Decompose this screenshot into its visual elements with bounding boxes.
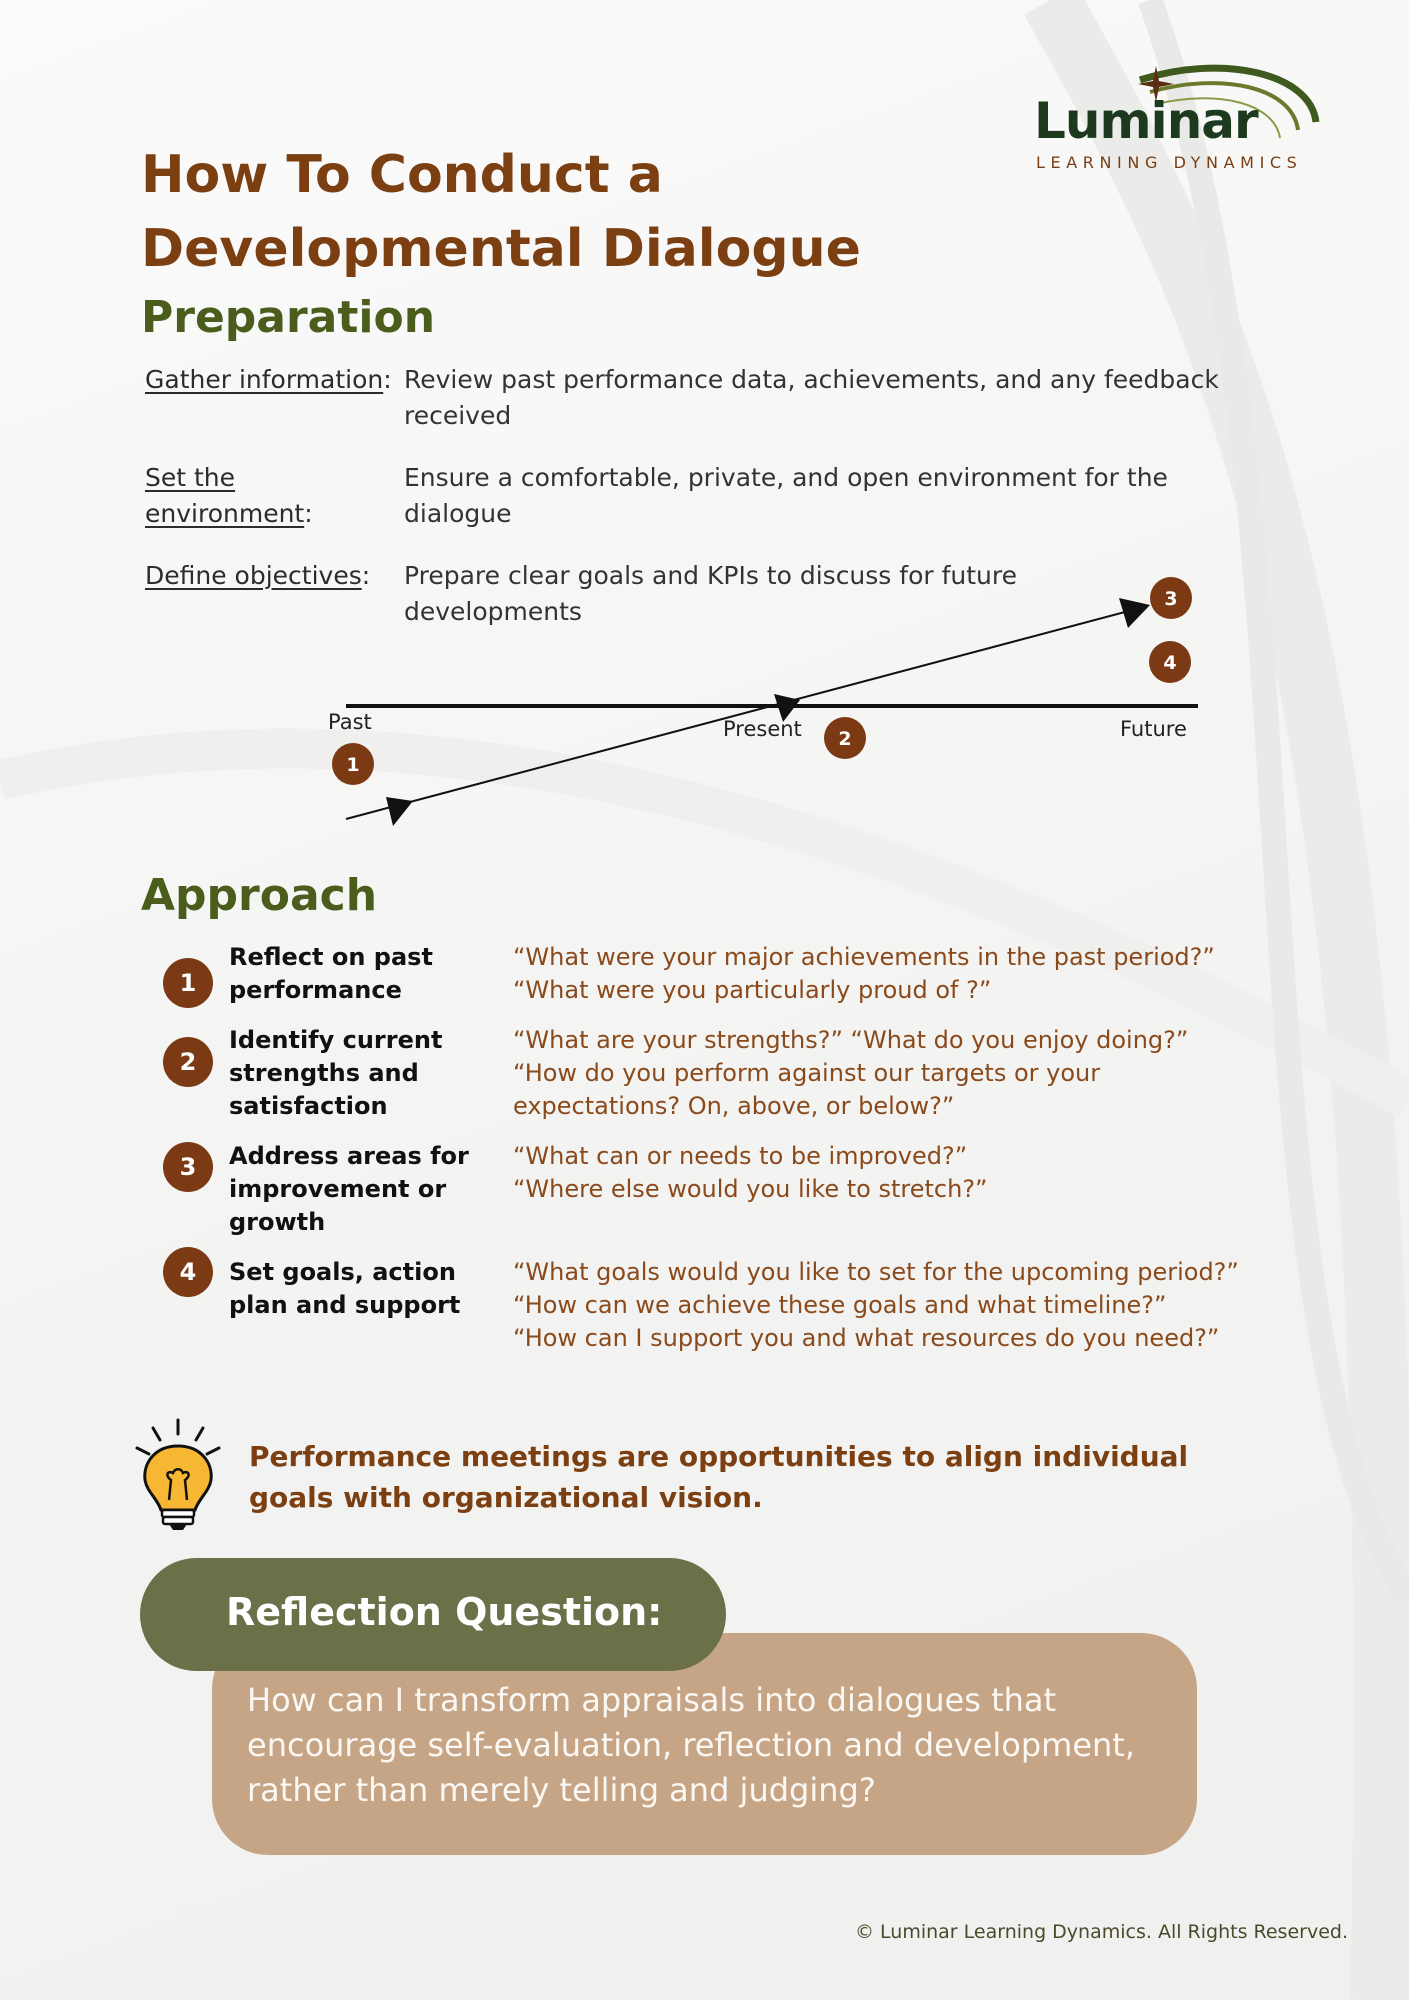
arrowhead-icon: [1119, 598, 1150, 628]
svg-text:4: 4: [1163, 652, 1177, 674]
page-title: How To Conduct a Developmental Dialogue: [141, 145, 861, 279]
prep-term: Gather information:: [145, 365, 392, 394]
prep-description: Ensure a comfortable, private, and open environment for the dialogue: [404, 463, 1168, 528]
step-number-badge: 1: [163, 958, 213, 1008]
step-questions: “What can or needs to be improved?” “Where else would you like to stretch?”: [513, 1142, 988, 1203]
timeline-diagram: [300, 560, 1220, 850]
timeline-marker-3: [1150, 577, 1192, 619]
brand-tagline: LEARNING DYNAMICS: [1036, 153, 1303, 172]
svg-text:3: 3: [1164, 588, 1178, 610]
arrowhead-icon: [386, 797, 413, 826]
timeline-label-present: Present: [723, 717, 802, 741]
step-title: Set goals, action plan and support: [229, 1258, 461, 1319]
step-title: Identify current strengths and satisfaction: [229, 1026, 443, 1120]
step-questions: “What goals would you like to set for the upcoming period?” “How can we achieve these goals and what timeline?” “How can I support you and what resources do you need?”: [513, 1258, 1239, 1352]
prep-description: Prepare clear goals and KPIs to discuss for future developments: [404, 561, 1018, 626]
timeline-marker-4: [1149, 641, 1191, 683]
step-number-badge: 4: [163, 1247, 213, 1297]
brand-logo: [1030, 62, 1330, 182]
timeline-label-past: Past: [328, 710, 372, 734]
step-title: Address areas for improvement or growth: [229, 1142, 469, 1236]
svg-text:1: 1: [346, 754, 360, 776]
step-questions: “What were your major achievements in the past period?” “What were you particularly proud of ?”: [513, 943, 1215, 1004]
tip-text: Performance meetings are opportunities to align individual goals with organizational vision.: [249, 1440, 1189, 1514]
preparation-heading: Preparation: [141, 292, 436, 343]
brand-name: Luminar: [1034, 92, 1258, 150]
timeline-marker-2: [824, 717, 866, 759]
lightbulb-icon: [133, 1418, 223, 1533]
step-questions: “What are your strengths?” “What do you enjoy doing?” “How do you perform against our targets or your expectations? On, above, or below?”: [513, 1026, 1189, 1120]
growth-arrow-line: [346, 608, 1140, 819]
svg-text:2: 2: [838, 728, 852, 750]
timeline-label-future: Future: [1120, 717, 1187, 741]
reflection-question-text: How can I transform appraisals into dialogues that encourage self-evaluation, reflection and development, rather than merely telling and judging?: [247, 1681, 1136, 1809]
prep-description: Review past performance data, achievements, and any feedback received: [404, 365, 1219, 430]
step-number-badge: 2: [163, 1037, 213, 1087]
step-number-badge: 3: [163, 1142, 213, 1192]
step-title: Reflect on past performance: [229, 943, 433, 1004]
reflection-label: Reflection Question:: [226, 1590, 663, 1634]
prep-term: Define objectives:: [145, 561, 371, 590]
approach-heading: Approach: [141, 870, 378, 921]
prep-term: Set the environment:: [145, 463, 313, 528]
timeline-marker-1: [332, 743, 374, 785]
copyright-footer: © Luminar Learning Dynamics. All Rights Reserved.: [855, 1921, 1348, 1943]
